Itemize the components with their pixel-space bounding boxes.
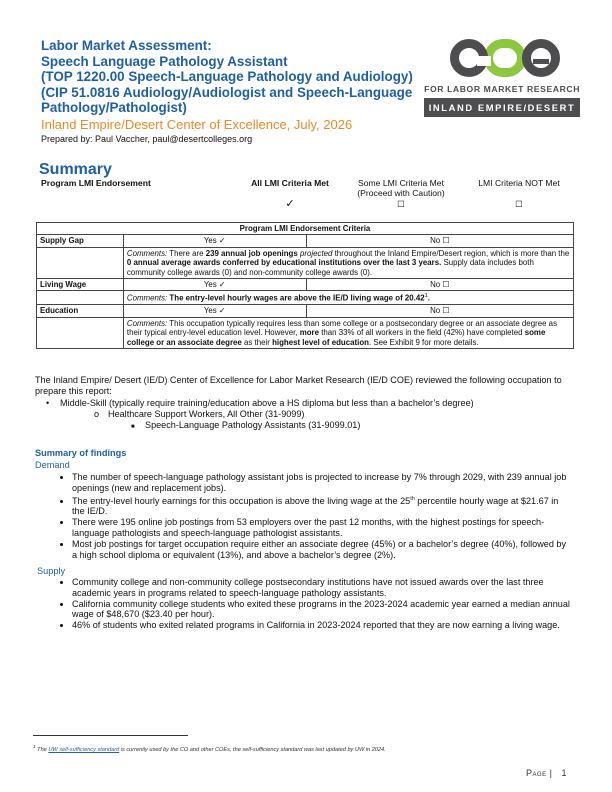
criteria-table-wrap (36, 222, 574, 349)
education-yes: Yes ✓ (123, 305, 306, 317)
logo-tagline: FOR LABOR MARKET RESEARCH (424, 84, 580, 94)
intro-level-1: • Middle-Skill (typically require training/education above a HS diploma but less than a bachelor’s degree) (46, 398, 474, 408)
coe-logo-mark (450, 38, 580, 78)
some-criteria-met-checkbox: ☐ (397, 199, 405, 209)
title-line-5: Pathology/Pathologist) (41, 100, 187, 115)
supply-list-wrap (33, 577, 573, 631)
title-line-2: Speech Language Pathology Assistant (41, 53, 288, 69)
supply-gap-label: Supply Gap (37, 235, 124, 247)
title-line-1: Labor Market Assessment: (41, 38, 212, 53)
education-spacer (37, 317, 124, 348)
demand-item-1: • The number of speech-language pathology assistant jobs is projected to increase by 7% through 2029, with 239 annual job openings (new and replacement jobs). (72, 472, 573, 494)
intro-level-2: o Healthcare Support Workers, All Other (31-9099) (94, 409, 305, 419)
demand-item-3: • There were 195 online job postings from 53 employers over the past 12 months, with the highest postings for speech-language pathologists and speech-language pathologist assistants. (72, 517, 573, 539)
endorsement-label: Program LMI Endorsement (41, 178, 151, 188)
all-criteria-met-check: ✓ (285, 198, 295, 210)
page-number (526, 768, 567, 778)
supply-list (33, 577, 573, 631)
living-wage-spacer (37, 291, 124, 305)
supply-gap-yes: Yes ✓ (123, 235, 306, 247)
demand-list (33, 472, 573, 560)
title-line-4: (CIP 51.0816 Audiology/Audiologist and Speech-Language (41, 84, 413, 100)
demand-item-4: • Most job postings for target occupation require either an associate degree (45%) or a bachelor’s degree (40%), followed by a high school diploma or equivalent (13%), and above a bachelor’s degree (2%). (72, 539, 573, 561)
logo-letter-e (522, 39, 560, 77)
demand-label: Demand (35, 460, 70, 470)
summary-heading: Summary (39, 161, 112, 178)
intro-paragraph: The Inland Empire/ Desert (IE/D) Center of Excellence for Labor Market Research (IE/D COE) reviewed the following occupation to prepare this report: (35, 375, 562, 396)
supply-item-2: • California community college students who exited these programs in the 2023-2024 academic year earned a median annual wage of $48,670 ($23.40 per hour). (72, 599, 573, 621)
logo-region-bar: INLAND EMPIRE/DESERT (424, 98, 580, 117)
uw-self-sufficiency-link[interactable]: UW self-sufficiency standard (48, 746, 120, 753)
education-comment: Comments: This occupation typically requires less than some college or a postsecondary degree or an associate degree as their typical entry-level education level. However, more than 33% of all workers in the field (42%) have completed some college or an associate degree as their highest level of education. See Exhibit 9 for more details. (123, 317, 573, 348)
center-date: Inland Empire/Desert Center of Excellence, July, 2026 (41, 116, 353, 132)
report-title-block (41, 38, 421, 144)
some-criteria-met-label: Some LMI Criteria Met (Proceed with Caution) (357, 178, 445, 198)
title-line-3: (TOP 1220.00 Speech-Language Pathology and Audiology) (41, 69, 413, 84)
supply-gap-spacer (37, 247, 124, 278)
demand-item-2: • The entry-level hourly earnings for this occupation is above the living wage at the 25th percentile hourly wage at $21.67 in the IE/D. (72, 494, 573, 518)
supply-item-1: • Community college and non-community college postsecondary institutions have not issued awards over the last three academic years in programs related to speech-language pathology assistants. (72, 577, 573, 599)
findings-heading: Summary of findings (35, 448, 127, 458)
education-no: No ☐ (306, 305, 573, 317)
living-wage-no: No ☐ (306, 279, 573, 291)
living-wage-comment: Comments: The entry-level hourly wages are above the IE/D living wage of 20.42$^1$. (123, 291, 573, 305)
living-wage-label: Living Wage (37, 279, 124, 291)
all-criteria-met-label: All LMI Criteria Met (251, 178, 329, 188)
demand-list-wrap (33, 472, 573, 560)
supply-gap-comment: Comments: There are 239 annual job openings projected throughout the Inland Empire/Desert region, which is more than the 0 annual average awards conferred by educational institutions over the last 3 years. Supply data includes both community college awards (0) and non-community college awards (0). (123, 247, 573, 278)
coe-logo (424, 38, 580, 117)
footnote: $^1$ The UW self-sufficiency standard is currently used by the CO and other COEs, the self-sufficiency standard was last updated by UW in 2024. (33, 744, 386, 753)
living-wage-yes: Yes ✓ (123, 279, 306, 291)
supply-label: Supply (37, 566, 66, 576)
footnote-rule (33, 735, 188, 736)
education-label: Education (37, 305, 124, 317)
page-number-value: 1 (561, 768, 568, 778)
supply-gap-no: No ☐ (306, 235, 573, 247)
prepared-by: Prepared by: Paul Vaccher, paul@desertcolleges.org (41, 133, 253, 144)
supply-item-3: • 46% of students who exited related programs in California in 2023-2024 reported that they are now earning a living wage. (72, 620, 573, 631)
criteria-table (36, 222, 574, 349)
criteria-not-met-label: LMI Criteria NOT Met (478, 178, 560, 188)
intro-level-3: ■ Speech-Language Pathology Assistants (31-9099.01) (131, 420, 361, 430)
logo-letter-c (450, 39, 488, 77)
criteria-not-met-checkbox: ☐ (515, 199, 523, 209)
footnote-number: 1 (33, 744, 36, 749)
criteria-table-heading: Program LMI Endorsement Criteria (37, 223, 574, 235)
page-label: Page | (526, 768, 553, 778)
